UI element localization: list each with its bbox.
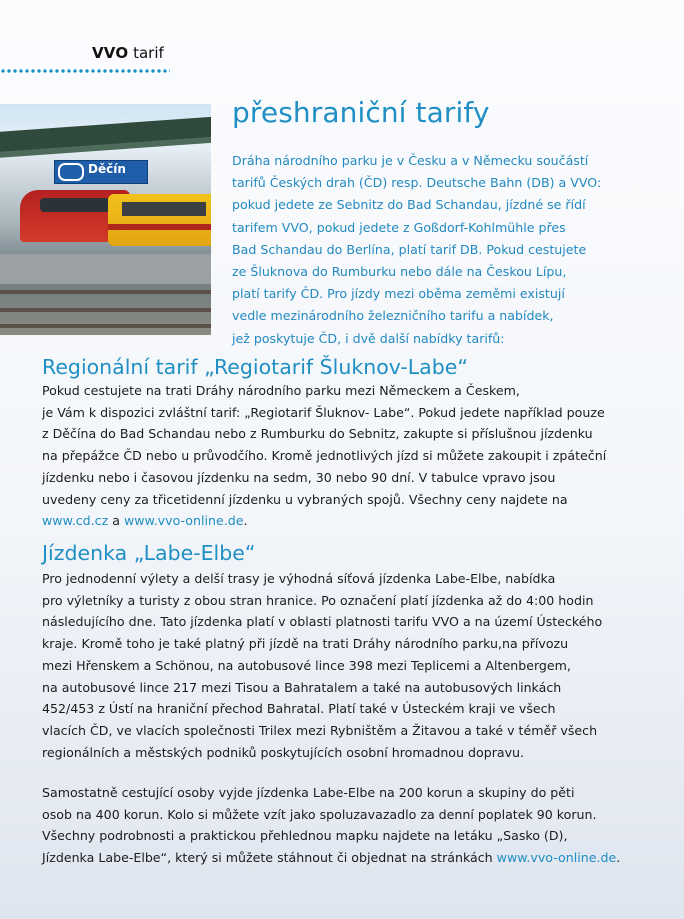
sentence-end: . <box>616 850 621 866</box>
intro-line: ze Šluknova do Rumburku nebo dále na Českou Lípu, <box>232 264 567 280</box>
regional-tariff-heading: Regionální tarif „Regiotarif Šluknov-Labe“ <box>42 355 468 379</box>
intro-paragraph <box>232 150 664 350</box>
intro-line: vedle mezinárodního železničního tarifu a nabídek, <box>232 308 554 324</box>
regional-tariff-text <box>42 380 662 532</box>
intro-line: tarifů Českých drah (ČD) resp. Deutsche Bahn (DB) a VVO: <box>232 175 602 191</box>
body-line: Samostatně cestující osoby vyjde jízdenka Labe-Elbe na 200 korun a skupiny do pěti <box>42 785 575 800</box>
body-line: Pokud cestujete na trati Dráhy národního parku mezi Německem a Českem, <box>42 383 520 398</box>
body-line: uvedeny ceny za třicetidenní jízdenku u vybraných spojů. Všechny ceny najdete na <box>42 491 568 507</box>
body-line: osob na 400 korun. Kolo si můžete vzít jako spoluzavazadlo za denní poplatek 90 korun. <box>42 806 597 822</box>
body-line: je Vám k dispozici zvláštní tarif: „Regiotarif Šluknov- Labe“. Pokud jedete například pouze <box>42 404 605 420</box>
page-title: přeshraniční tarify <box>232 96 490 129</box>
body-line: regionálních a městských podniků poskytujících osobní hromadnou dopravu. <box>42 744 525 760</box>
rail-track <box>0 308 211 312</box>
station-sign-text: Děčín <box>88 162 126 176</box>
red-train-window <box>40 198 110 212</box>
body-line: z Děčína do Bad Schandau nebo z Rumburku do Sebnitz, zakupte si příslušnou jízdenku <box>42 426 593 442</box>
intro-line: Bad Schandau do Berlína, platí tarif DB. Pokud cestujete <box>232 241 587 257</box>
body-line: pro výletníky a turisty z obou stran hranice. Po označení platí jízdenka až do 4:00 hodin <box>42 592 594 608</box>
body-line: vlacích ČD, ve vlacích společnosti Trilex mezi Rybništěm a Žitavou a také v téměř všech <box>42 722 598 738</box>
labe-elbe-price-text <box>42 782 662 869</box>
yellow-train-window <box>122 202 206 216</box>
vvo-link-footer[interactable]: www.vvo-online.de <box>496 850 617 866</box>
cd-logo-icon <box>58 163 84 181</box>
labe-elbe-text <box>42 568 662 763</box>
yellow-train-stripe <box>108 224 211 230</box>
last-line-text: Jízdenka Labe-Elbe“, který si můžete stáhnout či objednat na stránkách <box>42 850 497 866</box>
body-line: na přepážce ČD nebo u průvodčího. Kromě jednotlivých jízd si můžete zakoupit i zpáteční <box>42 448 607 464</box>
rail-track <box>0 290 211 294</box>
body-line: Všechny podrobnosti a praktickou přehlednou mapku najdete na letáku „Sasko (D), <box>42 828 568 844</box>
body-line: jízdenku nebo i časovou jízdenku na sedm, 30 nebo 90 dní. V tabulce vpravo jsou <box>42 469 556 485</box>
platform <box>0 254 211 284</box>
body-line: mezi Hřenskem a Schönou, na autobusové lince 398 mezi Teplicemi a Altenbergem, <box>42 657 571 673</box>
brand-label: VVO <box>92 44 129 62</box>
dotted-divider <box>0 68 170 74</box>
link-separator: a <box>108 513 124 529</box>
intro-line: Dráha národního parku je v Česku a v Německu součástí <box>232 153 589 168</box>
body-line <box>42 847 662 869</box>
cd-link[interactable]: www.cd.cz <box>42 513 109 529</box>
body-line: Pro jednodenní výlety a delší trasy je výhodná síťová jízdenka Labe-Elbe, nabídka <box>42 571 556 586</box>
intro-line: pokud jedete ze Sebnitz do Bad Schandau, jízdné se řídí <box>232 197 586 213</box>
intro-line: platí tarify ČD. Pro jízdy mezi oběma zeměmi existují <box>232 286 565 302</box>
station-photo <box>0 104 211 335</box>
sentence-end: . <box>243 513 248 529</box>
body-line <box>42 510 662 532</box>
header-label: tarif <box>133 44 164 62</box>
body-line: na autobusové lince 217 mezi Tisou a Bahratalem a také na autobusových linkách <box>42 679 562 695</box>
intro-line: jež poskytuje ČD, i dvě další nabídky tarifů: <box>232 330 505 346</box>
rail-track <box>0 324 211 328</box>
body-line: 452/453 z Ústí na hraniční přechod Bahratal. Platí také v Ústeckém kraji ve všech <box>42 701 556 717</box>
body-line: kraje. Kromě toho je také platný při jízdě na trati Dráhy národního parku,na přívozu <box>42 636 569 652</box>
intro-line: tarifem VVO, pokud jedete z Goßdorf-Kohlmühle přes <box>232 219 566 235</box>
vvo-link[interactable]: www.vvo-online.de <box>123 513 244 529</box>
body-line: následujícího dne. Tato jízdenka platí v oblasti platnosti tarifu VVO a na území Ústeckého <box>42 614 603 630</box>
section-header <box>92 44 164 62</box>
labe-elbe-heading: Jízdenka „Labe-Elbe“ <box>42 541 256 565</box>
